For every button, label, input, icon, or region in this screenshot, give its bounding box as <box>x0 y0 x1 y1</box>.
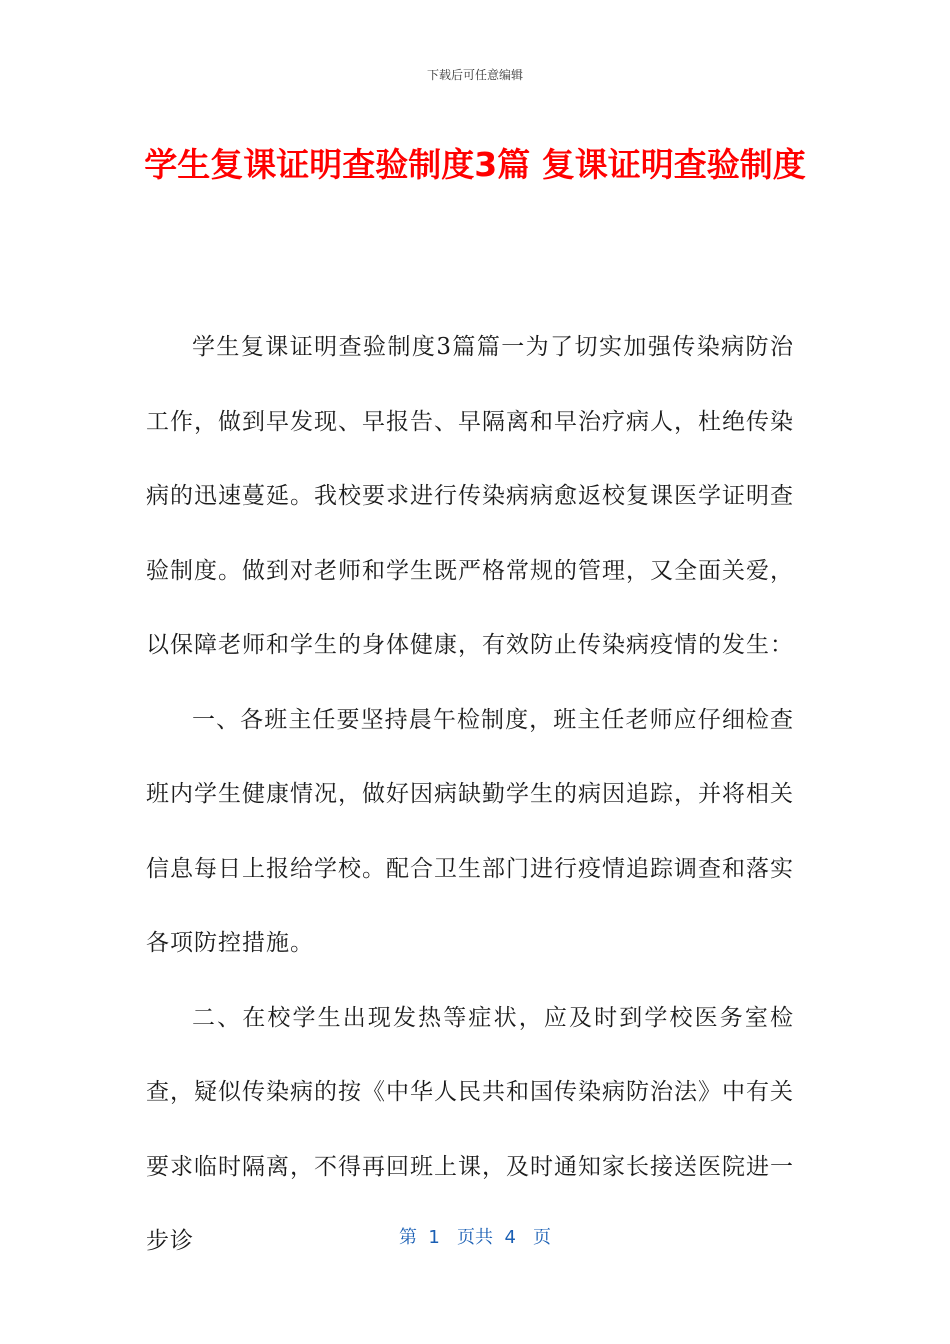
paragraph: 学生复课证明查验制度3篇篇一为了切实加强传染病防治工作，做到早发现、早报告、早隔离和早治疗病人，杜绝传染病的迅速蔓延。我校要求进行传染病病愈返校复课医学证明查验制度。做到对老师和学生既严格常规的管理，又全面关爱，以保障老师和学生的身体健康，有效防止传染病疫情的发生： <box>146 334 794 658</box>
document-body <box>146 310 794 1279</box>
document-title: 学生复课证明查验制度3篇 复课证明查验制度 <box>144 145 806 184</box>
paragraph: 一、各班主任要坚持晨午检制度，班主任老师应仔细检查班内学生健康情况，做好因病缺勤学生的病因追踪，并将相关信息每日上报给学校。配合卫生部门进行疫情追踪调查和落实各项防控措施。 <box>146 706 794 956</box>
page-number-footer: 第 1 页共 4 页 <box>398 1227 552 1248</box>
header-note: 下载后可任意编辑 <box>426 68 523 82</box>
paragraph: 二、在校学生出现发热等症状，应及时到学校医务室检查，疑似传染病的按《中华人民共和国传染病防治法》中有关要求临时隔离，不得再回班上课，及时通知家长接送医院进一步诊 <box>146 1004 794 1254</box>
